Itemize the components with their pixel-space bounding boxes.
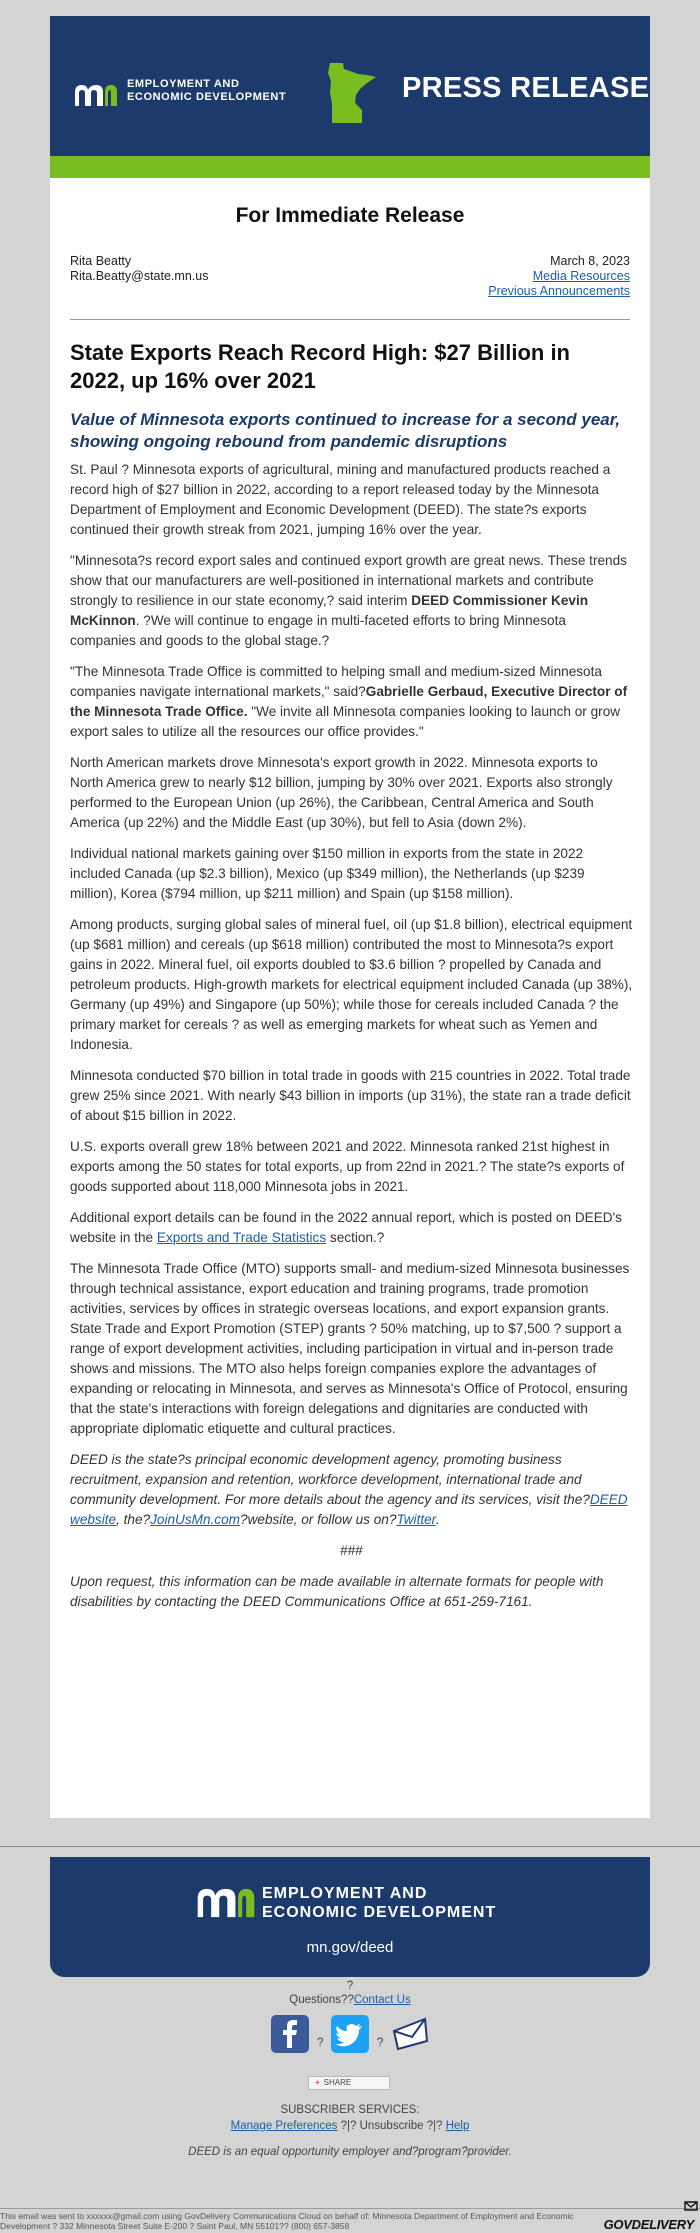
- subscriber-links: [0, 2120, 700, 2132]
- deed-website-link[interactable]: DEED website: [70, 1492, 628, 1527]
- commissioner-name: DEED Commissioner Kevin McKinnon: [70, 593, 589, 628]
- footer-divider: [0, 1846, 700, 1847]
- contact-email: Rita.Beatty@state.mn.us: [70, 269, 209, 283]
- accessibility-note: Upon request, this information can be made available in alternate formats for people with disabilities by contacting the DEED Communications Office at 651-259-7161.: [70, 1574, 604, 1609]
- director-name: Gabrielle Gerbaud, Executive Director of the Minnesota Trade Office.: [70, 684, 628, 719]
- release-meta: [488, 254, 630, 299]
- paragraph-text: section.?: [326, 1230, 385, 1245]
- release-date: March 8, 2023: [550, 254, 630, 268]
- press-release-header: [50, 16, 650, 156]
- footer-org-line2: ECONOMIC DEVELOPMENT: [262, 1904, 497, 1921]
- paragraph: The Minnesota Trade Office (MTO) supports small- and medium-sized Minnesota businesses through technical assistance, export education and training programs, trade promotion activities, services by offices in strategic overseas locations, and export expansion grants. State Trade and Export Promotion (STEP) grants ? 50% matching, up to $7,500 ? support a range of export development activities, including participation in virtual and in-person trade shows and missions. The MTO also helps foreign companies explore the advantages of expanding or relocating in Minnesota, and serves as Minnesota's Office of Protocol, ensuring that the state's interactions with foreign delegations and dignitaries are conducted with appropriate diplomatic etiquette and cultural practices.: [70, 1261, 630, 1436]
- header-logo-text: [127, 78, 286, 104]
- footer-logo-text: [262, 1884, 496, 1922]
- facebook-icon[interactable]: [271, 2015, 309, 2053]
- contact-name: Rita Beatty: [70, 254, 132, 268]
- email-icon[interactable]: [391, 2015, 431, 2053]
- exports-statistics-link[interactable]: Exports and Trade Statistics: [156, 1230, 327, 1245]
- subscriber-services-label: SUBSCRIBER SERVICES:: [280, 2104, 420, 2116]
- twitter-icon[interactable]: [331, 2015, 369, 2053]
- manage-preferences-link[interactable]: Manage Preferences: [230, 2120, 338, 2132]
- deed-logo-icon: [73, 82, 119, 106]
- paragraph-text: "The Minnesota Trade Office is committed to helping small and medium-sized Minnesota companies navigate international markets," said?: [70, 664, 602, 699]
- paragraph: Minnesota conducted $70 billion in total trade in goods with 215 countries in 2022. Total trade grew 25% since 2021. With nearly $43 billion in imports (up 31%), the state ran a trade deficit of about $15 billion in 2022.: [70, 1068, 631, 1123]
- paragraph: [70, 1208, 633, 1248]
- govdelivery-logo: GOVDELIVERY: [603, 2217, 694, 2232]
- article-body: [70, 460, 633, 1623]
- equal-opportunity-note: DEED is an equal opportunity employer and?program?provider.: [188, 2146, 512, 2158]
- paragraph: Among products, surging global sales of mineral fuel, oil (up $1.8 billion), electrical equipment (up $681 million) and cereals (up $618 million) contributed the most to Minnesota?s export gains in 2022. Mineral fuel, oil exports doubled to $3.6 billion ? propelled by Canada and petroleum products. High-growth markets for electrical equipment included Canada (up 38%), Germany (up 49%) and Singapore (up 50%); while those for cereals included Canada ? the primary market for cereals ? as well as emerging markets for wheat such as Yemen and Indonesia.: [70, 917, 633, 1052]
- govdelivery-icon: [684, 2200, 698, 2212]
- minnesota-state-icon: [327, 63, 377, 123]
- previous-announcements-link[interactable]: Previous Announcements: [488, 284, 630, 298]
- paragraph: North American markets drove Minnesota's export growth in 2022. Minnesota exports to North America grew to nearly $12 billion, jumping by 30% over 2021. Exports also strongly performed to the European Union (up 26%), the Caribbean, Central America and South America (up 22%) and the Middle East (up 30%), but fell to Asia (down 2%).: [70, 755, 613, 830]
- green-accent-bar: [50, 156, 650, 178]
- paragraph: [70, 551, 633, 651]
- questions-label: Questions??: [289, 1994, 354, 2006]
- social-separator: ?: [317, 2037, 324, 2049]
- header-org-line2: ECONOMIC DEVELOPMENT: [127, 91, 287, 103]
- footer-url: mn.gov/deed: [306, 1939, 394, 1956]
- immediate-release-heading: For Immediate Release: [235, 204, 465, 227]
- footer-banner: [50, 1857, 650, 1977]
- share-label: SHARE: [323, 2078, 352, 2087]
- divider: [70, 319, 630, 320]
- header-org-line1: EMPLOYMENT AND: [127, 78, 240, 90]
- fine-print: This email was sent to xxxxxx@gmail.com using GovDelivery Communications Cloud on behalf of: Minnesota Department of Employment and Economic Development ? 332 Minnesota Street Suite E-200 ? Saint Paul, MN 55101?? (800) 657-3858: [0, 2211, 574, 2231]
- paragraph-text: .: [435, 1512, 440, 1527]
- press-release-title: PRESS RELEASE: [402, 72, 650, 104]
- paragraph-text: , the?: [116, 1512, 151, 1527]
- joinusmn-link[interactable]: JoinUsMn.com: [150, 1512, 241, 1527]
- paragraph-text: . ?We will continue to engage in multi-faceted efforts to bring Minnesota companies and goods to the global stage.?: [70, 613, 566, 648]
- end-marker: ###: [340, 1543, 363, 1558]
- article-title: State Exports Reach Record High: $27 Billion in 2022, up 16% over 2021: [70, 340, 570, 393]
- paragraph-text: "Minnesota?s record export sales and continued export growth are great news. These trends show that our manufacturers are well-positioned in international markets and contribute strongly to resilience in our state economy,? said interim: [70, 553, 627, 608]
- about-deed-paragraph: [70, 1450, 633, 1530]
- deed-logo-icon: [195, 1884, 257, 1918]
- paragraph: [70, 662, 633, 742]
- article-subtitle: Value of Minnesota exports continued to increase for a second year, showing ongoing rebound from pandemic disruptions: [70, 410, 621, 451]
- questions-line: [0, 1994, 700, 2006]
- footer-spacer-glyph: ?: [346, 1980, 354, 1992]
- paragraph-text: DEED is the state?s principal economic development agency, promoting business recruitment, expansion and retention, workforce development, international trade and community development. For more details about the agency and its services, visit the?: [70, 1452, 590, 1507]
- twitter-link[interactable]: Twitter: [396, 1512, 436, 1527]
- unsubscribe-text: ?|? Unsubscribe ?|?: [337, 2120, 446, 2132]
- paragraph-text: ?website, or follow us on?: [240, 1512, 397, 1527]
- paragraph: Individual national markets gaining over $150 million in exports from the state in 2022 included Canada (up $2.3 billion), Mexico (up $349 million), the Netherlands (up $239 million), Korea ($794 million, up $211 million) and Spain (up $158 million).: [70, 846, 585, 901]
- footer-org-line1: EMPLOYMENT AND: [262, 1885, 428, 1902]
- share-button[interactable]: + SHARE: [308, 2076, 390, 2090]
- paragraph-text: Additional export details can be found in the 2022 annual report, which is posted on DEED's website in the: [70, 1210, 622, 1245]
- contact-us-link[interactable]: Contact Us: [353, 1994, 411, 2006]
- paragraph: St. Paul ? Minnesota exports of agricultural, mining and manufactured products reached a record high of $27 billion in 2022, according to a report released today by the Minnesota Department of Employment and Economic Development (DEED). The state?s exports continued their growth streak from 2021, jumping 16% over the year.: [70, 462, 611, 537]
- media-resources-link[interactable]: Media Resources: [532, 269, 630, 283]
- paragraph: U.S. exports overall grew 18% between 2021 and 2022. Minnesota ranked 21st highest in exports among the 50 states for total exports, up from 22nd in 2021.? The state?s exports of goods supported about 118,000 Minnesota jobs in 2021.: [70, 1139, 625, 1194]
- social-separator: ?: [377, 2037, 384, 2049]
- email-card: [50, 16, 650, 1818]
- help-link[interactable]: Help: [445, 2120, 470, 2132]
- paragraph-text: "We invite all Minnesota companies looking to launch or grow export sales to utilize all the resources our office provides.": [70, 704, 621, 739]
- contact-info: [70, 254, 208, 284]
- footer-bottom-divider: [0, 2208, 700, 2209]
